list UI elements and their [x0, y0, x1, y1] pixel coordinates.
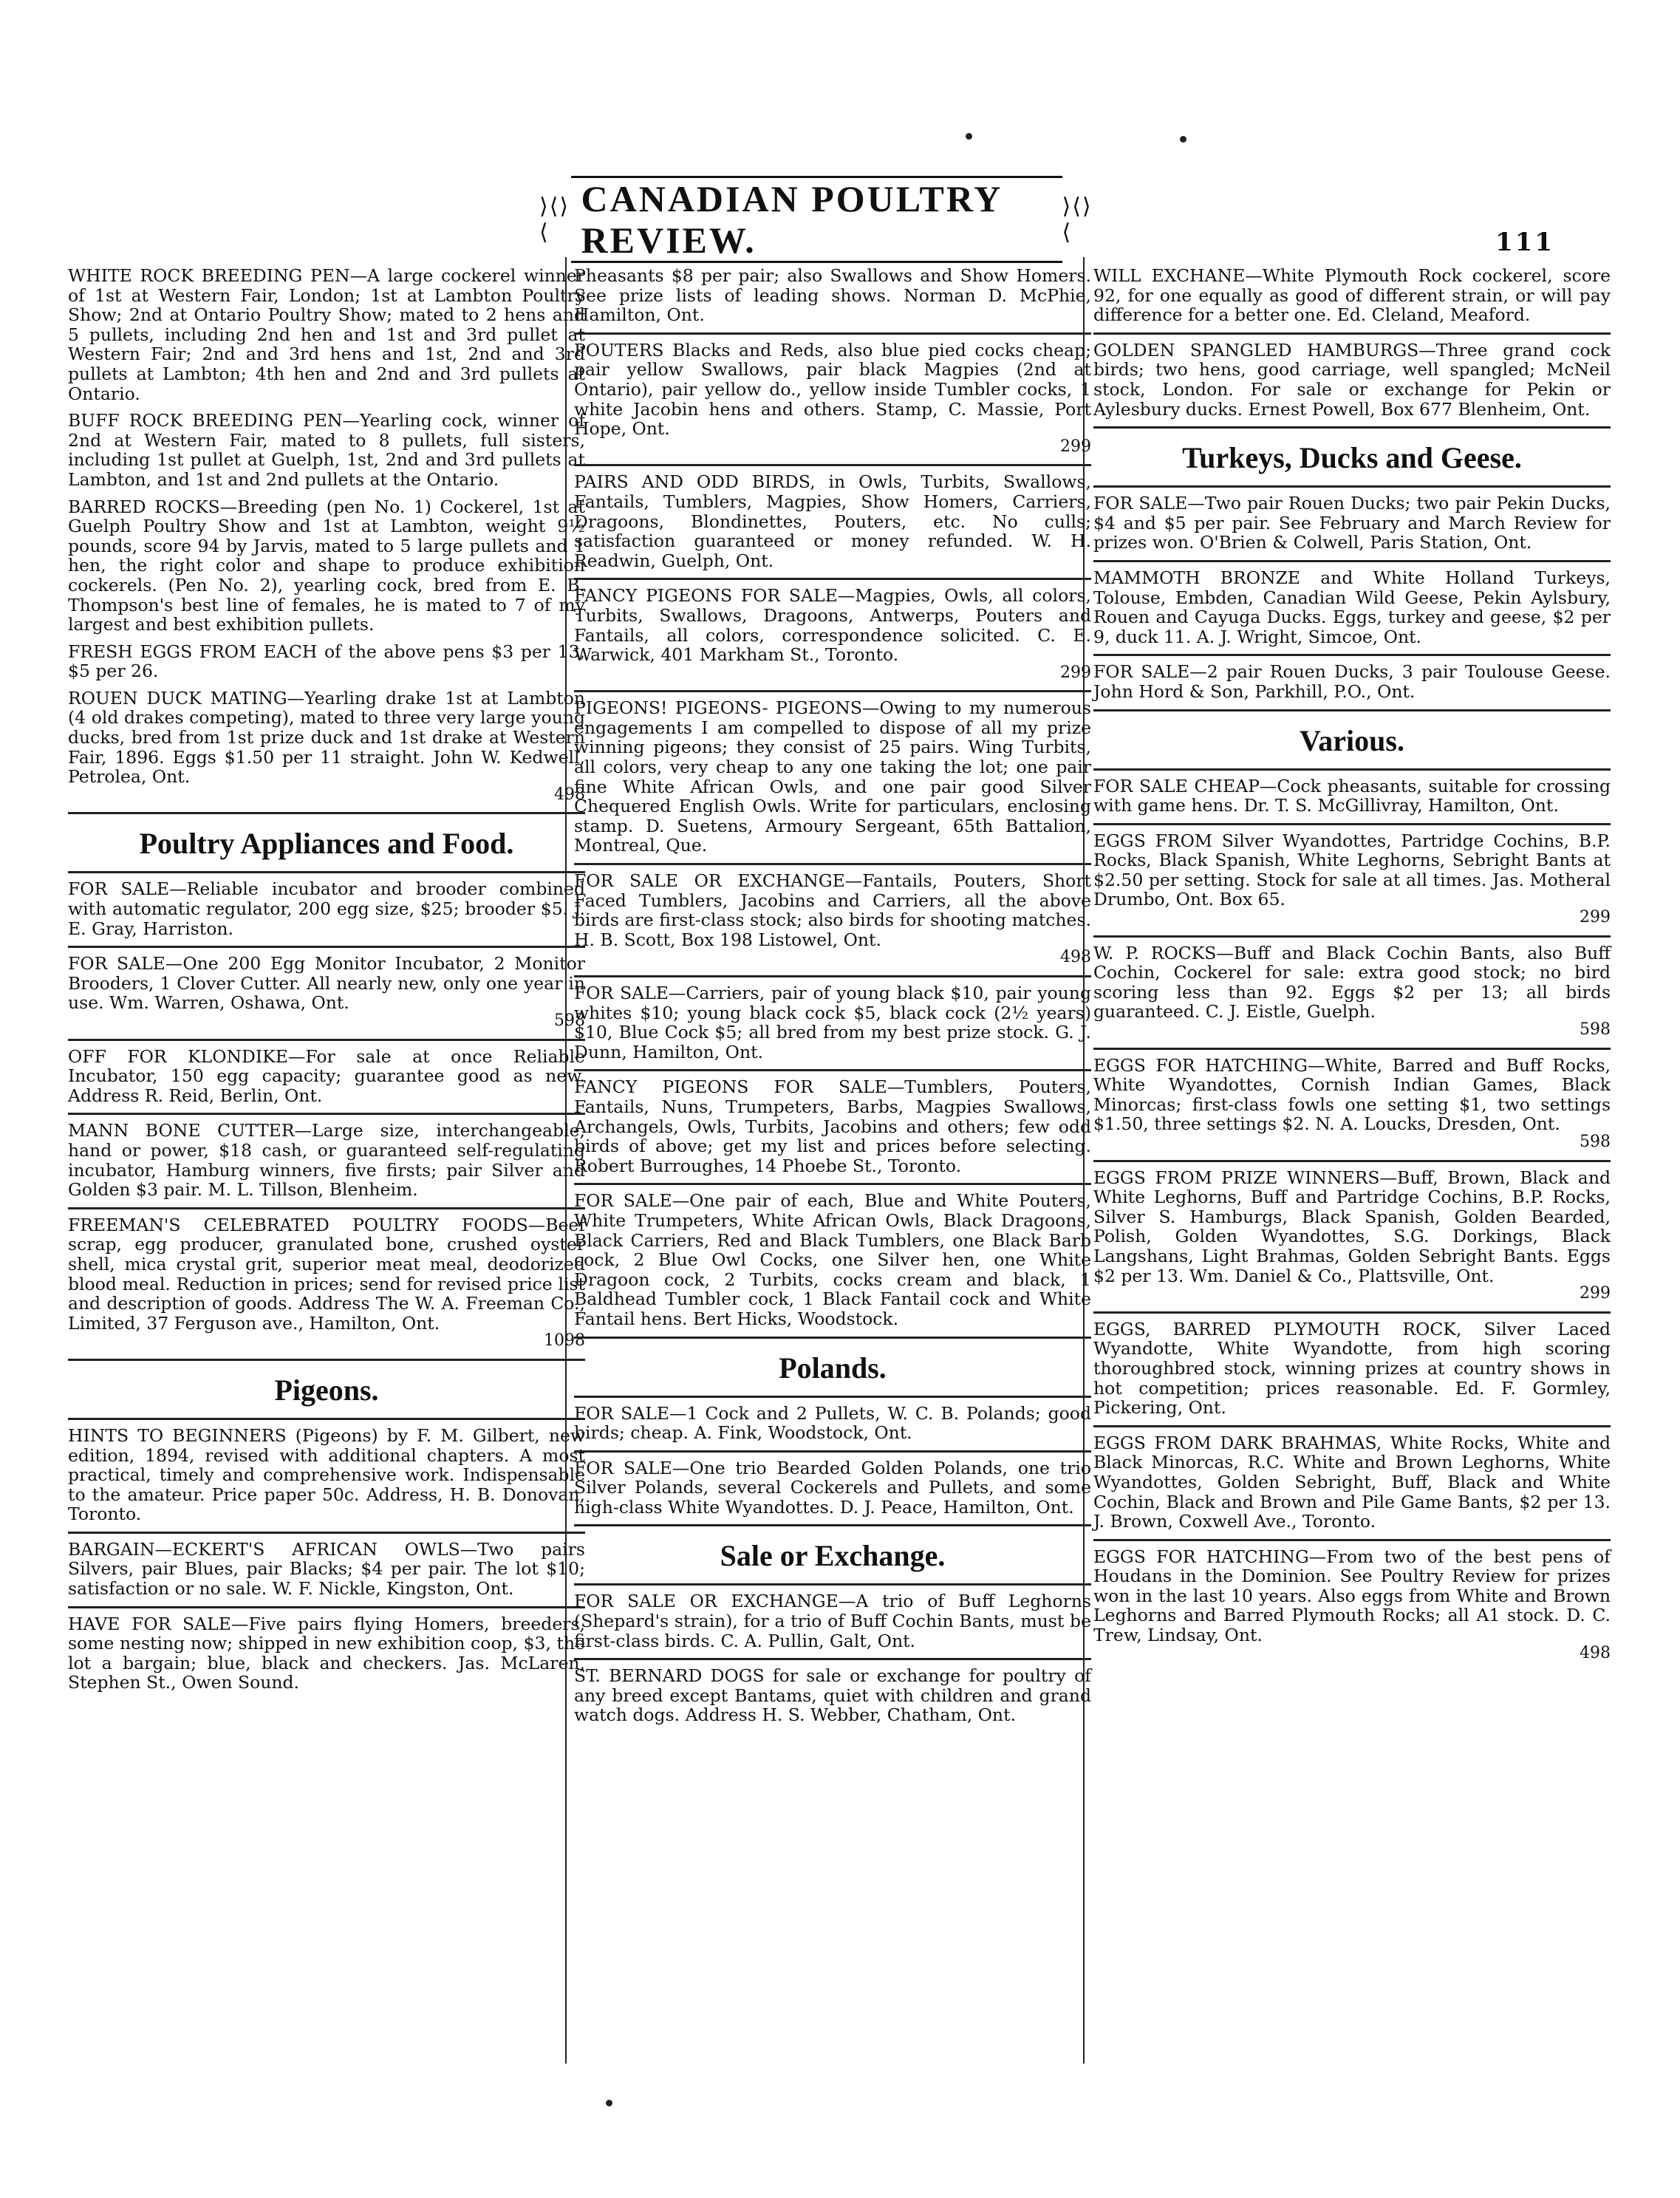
- ad-text: FOR SALE—Reliable incubator and brooder combined with automatic regulator, 200 egg size, $25; brooder $5. J. E. Gray, Harriston.: [68, 878, 585, 939]
- classified-ad: [68, 491, 585, 636]
- classified-ad: [68, 1041, 585, 1116]
- ad-text: FOR SALE—Carriers, pair of young black $10, pair young whites $10; young black cock $5, black cock (2½ years) $10, Blue Cock $5; all bred from my best prize stock. G. J. Dunn, Hamilton, Ont.: [574, 983, 1091, 1062]
- classified-ad: [1093, 260, 1611, 335]
- classified-ad: [1093, 1541, 1611, 1665]
- ad-text: EGGS FOR HATCHING—From two of the best pens of Houdans in the Dominion. See Poultry Review for prizes won in the last 10 years. Also eggs from White and Brown Leghorns and Barred Plymouth Rocks; all A1 stock. D. C. Trew, Lindsay, Ont.: [1093, 1546, 1611, 1646]
- classified-ad: [574, 1586, 1091, 1660]
- classified-ad: [574, 335, 1091, 467]
- classified-ad: [574, 260, 1091, 335]
- ad-code: 598: [1580, 1133, 1611, 1151]
- ad-text: FOR SALE—2 pair Rouen Ducks, 3 pair Toulouse Geese. John Hord & Son, Parkhill, P.O., Ont.: [1093, 661, 1611, 702]
- ad-text: EGGS FOR HATCHING—White, Barred and Buff Rocks, White Wyandottes, Cornish Indian Games, Black Minorcas; first-class fowls one setting $1, two settings $1.50, three settings $2. N. A. Loucks, Dresden, Ont.: [1093, 1054, 1611, 1135]
- ad-text: EGGS FROM Silver Wyandottes, Partridge Cochins, B.P. Rocks, Black Spanish, White Leghorns, Sebright Bants at $2.50 per setting. Stock for sale at all times. Jas. Motheral Drumbo, Ont. Box 65.: [1093, 830, 1611, 910]
- section-heading: Polands.: [574, 1339, 1091, 1398]
- ad-code: 498: [1580, 1643, 1611, 1662]
- ad-code: 299: [1060, 663, 1091, 682]
- ad-text: OFF FOR KLONDIKE—For sale at once Reliable Incubator, 150 egg capacity; guarantee good as new. Address R. Reid, Berlin, Ont.: [68, 1045, 585, 1106]
- ad-text: HINTS TO BEGINNERS (Pigeons) by F. M. Gilbert, new edition, 1894, revised with additional chapters. A most practical, timely and comprehensive work. Indispensable to the amateur. Price paper 50c. Address, H. B. Donovan, Toronto.: [68, 1424, 585, 1525]
- classified-ad: [1093, 488, 1611, 562]
- ad-text: FOR SALE—One trio Bearded Golden Polands, one trio Silver Polands, several Cockerels and Pullets, and some high-class White Wyandottes. D. J. Peace, Hamilton, Ont.: [574, 1457, 1091, 1518]
- ad-text: FANCY PIGEONS FOR SALE—Magpies, Owls, all colors, Turbits, Swallows, Dragoons, Antwerps, Pouters and Fantails, all colors, correspondence solicited. C. E. Warwick, 401 Markham St., Toronto.: [574, 585, 1091, 666]
- ad-text: GOLDEN SPANGLED HAMBURGS—Three grand cock birds; two hens, good carriage, well spangled; McNeil stock, London. For sale or exchange for Pekin or Aylesbury ducks. Ernest Powell, Box 677 Blenheim, Ont.: [1093, 339, 1611, 420]
- ad-code: 299: [1580, 908, 1611, 927]
- classified-ad: [1093, 335, 1611, 429]
- classified-ad: [68, 1608, 585, 1694]
- ad-text: BARGAIN—ECKERT'S AFRICAN OWLS—Two pairs Silvers, pair Blues, pair Blacks; $4 per pair. The lot $10; satisfaction or no sale. W. F. Nickle, Kingston, Ont.: [68, 1538, 585, 1600]
- ad-code: 299: [1580, 1284, 1611, 1303]
- speck: [966, 133, 972, 140]
- ad-text: Pheasants $8 per pair; also Swallows and Show Homers. See prize lists of leading shows. Norman D. McPhie, Hamilton, Ont.: [574, 265, 1091, 326]
- classified-ad: [1093, 825, 1611, 938]
- ad-text: FOR SALE CHEAP—Cock pheasants, suitable for crossing with game hens. Dr. T. S. McGillivray, Hamilton, Ont.: [1093, 775, 1611, 816]
- section-heading: Various.: [1093, 711, 1611, 771]
- classified-ad: [574, 1071, 1091, 1185]
- section-heading: Sale or Exchange.: [574, 1526, 1091, 1586]
- classified-ad: [1093, 1314, 1611, 1427]
- classified-ad: [68, 1115, 585, 1209]
- classified-ad: [574, 1185, 1091, 1338]
- classified-ad: [1093, 656, 1611, 711]
- classified-ad: [574, 466, 1091, 580]
- classified-ad: [574, 692, 1091, 865]
- ad-text: PIGEONS! PIGEONS- PIGEONS—Owing to my numerous engagements I am compelled to dispose of all my prize winning pigeons; they consist of 25 pairs. Wing Turbits, all colors, very cheap to any one taking the lot; one pair fine White African Owls, and one pair good Silver Chequered English Owls. Write for particulars, enclosing stamp. D. Suetens, Armoury Sergeant, 65th Battalion, Montreal, Que.: [574, 697, 1091, 856]
- ad-text: WILL EXCHANE—White Plymouth Rock cockerel, score 92, for one equally as good of different strain, or will pay difference for a better one. Ed. Cleland, Meaford.: [1093, 265, 1611, 326]
- ad-text: FOR SALE—One pair of each, Blue and White Pouters, White Trumpeters, White African Owls, Black Dragoons, Black Carriers, Red and Black Tumblers, one Black Barb cock, 2 Blue Owl Cocks, one Silver hen, one White Dragoon cock, 2 Turbits, cocks cream and black, 1 Baldhead Tumbler cock, 1 Black Fantail cock and White Fantail hens. Bert Hicks, Woodstock.: [574, 1190, 1091, 1329]
- section-heading: Pigeons.: [68, 1361, 585, 1420]
- classified-ad: [68, 948, 585, 1040]
- ad-code: 498: [554, 785, 585, 804]
- classified-ad: [574, 1660, 1091, 1727]
- column-2: [574, 260, 1091, 1727]
- classified-ad: [574, 580, 1091, 692]
- ornament-left-icon: ⟩⟨⟩⟨: [539, 194, 570, 245]
- ad-text: FOR SALE—Two pair Rouen Ducks; two pair Pekin Ducks, $4 and $5 per pair. See February and March Review for prizes won. O'Brien & Colwell, Paris Station, Ont.: [1093, 493, 1611, 553]
- ad-text: FOR SALE—1 Cock and 2 Pullets, W. C. B. Polands; good birds; cheap. A. Fink, Woodstock, Ont.: [574, 1402, 1091, 1444]
- classified-ad: [68, 636, 585, 683]
- classified-ad: [68, 1534, 585, 1608]
- ad-text: FOR SALE OR EXCHANGE—Fantails, Pouters, Short Faced Tumblers, Jacobins and Carriers, all the above birds are first-class stock; also birds for shooting matches. H. B. Scott, Box 198 Listowel, Ont.: [574, 870, 1091, 950]
- ad-text: FOR SALE OR EXCHANGE—A trio of Buff Leghorns (Shepard's strain), for a trio of Buff Cochin Bants, must be first-class birds. C. A. Pullin, Galt, Ont.: [574, 1591, 1091, 1651]
- ad-text: POUTERS Blacks and Reds, also blue pied cocks cheap; pair yellow Swallows, pair black Magpies (2nd at Ontario), pair yellow do., yellow inside Tumbler cocks, 1 white Jacobin hens and others. Stamp, C. Massie, Port Hope, Ont.: [574, 339, 1091, 440]
- classified-ad: [1093, 938, 1611, 1050]
- ad-text: HAVE FOR SALE—Five pairs flying Homers, breeders, some nesting now; shipped in new exhibition coop, $3, the lot a bargain; blue, black and checkers. Jas. McLaren, Stephen St., Owen Sound.: [68, 1613, 585, 1693]
- classified-ad: [574, 1453, 1091, 1527]
- ad-text: MAMMOTH BRONZE and White Holland Turkeys, Tolouse, Embden, Canadian Wild Geese, Pekin Aylsbury, Rouen and Cayuga Ducks. Eggs, turkey and geese, $2 per 9, duck 11. A. J. Wright, Simcoe, Ont.: [1093, 567, 1611, 647]
- ad-code: 598: [1580, 1020, 1611, 1040]
- ad-text: PAIRS AND ODD BIRDS, in Owls, Turbits, Swallows, Fantails, Tumblers, Magpies, Show Homers, Carriers, Dragoons, Blondinettes, Pouters, etc. No culls; satisfaction guaranteed or money refunded. W. H. Readwin, Guelph, Ont.: [574, 471, 1091, 571]
- classified-ad: [1093, 1050, 1611, 1162]
- section-heading: Poultry Appliances and Food.: [68, 814, 585, 873]
- classified-ad: [574, 865, 1091, 977]
- classified-ad: [574, 977, 1091, 1071]
- publication-title: CANADIAN POULTRY REVIEW.: [571, 176, 1062, 263]
- ad-text: FREEMAN'S CELEBRATED POULTRY FOODS—Beef scrap, egg producer, granulated bone, crushed oyster shell, mica crystal grit, superior meat meal, deodorized blood meal. Reduction in prices; send for revised price list and description of goods. Address The W. A. Freeman Co., Limited, 37 Ferguson ave., Hamilton, Ont.: [68, 1214, 585, 1334]
- classified-ad: [1093, 771, 1611, 825]
- ad-text: FOR SALE—One 200 Egg Monitor Incubator, 2 Monitor Brooders, 1 Clover Cutter. All nearly new, only one year in use. Wm. Warren, Oshawa, Ont.: [68, 953, 585, 1014]
- ad-code: 498: [1060, 948, 1091, 967]
- ad-code: 299: [1060, 437, 1091, 456]
- ad-text: W. P. ROCKS—Buff and Black Cochin Bants, also Buff Cochin, Cockerel for sale: extra good stock; no bird scoring less than 92. Eggs $2 per 13; all birds guaranteed. C. J. Eistle, Guelph.: [1093, 942, 1611, 1023]
- ad-code: 1098: [544, 1331, 585, 1351]
- column-1: [68, 260, 585, 1694]
- classified-ad: [68, 1420, 585, 1534]
- ad-code: 598: [554, 1011, 585, 1030]
- classified-ad: [1093, 1427, 1611, 1541]
- speck: [1180, 136, 1186, 143]
- ad-text: ST. BERNARD DOGS for sale or exchange for poultry of any breed except Bantams, quiet with children and grand watch dogs. Address H. S. Webber, Chatham, Ont.: [574, 1665, 1091, 1726]
- ornament-right-icon: ⟩⟨⟩⟨: [1062, 194, 1093, 245]
- ad-text: FRESH EGGS FROM EACH of the above pens $3 per 13, $5 per 26.: [68, 641, 585, 682]
- masthead: [539, 178, 1093, 261]
- classified-ad: [1093, 1162, 1611, 1314]
- classified-ad: [574, 1398, 1091, 1453]
- classified-ad: [68, 405, 585, 491]
- page-number: 111: [1495, 228, 1554, 257]
- ad-text: MANN BONE CUTTER—Large size, interchangeable, hand or power, $18 cash, or guaranteed self-regulating incubator, Hamburg winners, five firsts; pair Silver and Golden $3 pair. M. L. Tillson, Blenheim.: [68, 1120, 585, 1201]
- classified-ad: [68, 683, 585, 815]
- ad-text: FANCY PIGEONS FOR SALE—Tumblers, Pouters, Fantails, Nuns, Trumpeters, Barbs, Magpies Swallows, Archangels, Owls, Turbits, Jacobins and others; few odd birds of above; get my list and prices before selecting. Robert Burroughes, 14 Phoebe St., Toronto.: [574, 1076, 1091, 1176]
- classified-ad: [68, 260, 585, 405]
- classified-ad: [1093, 562, 1611, 656]
- classified-ad: [68, 873, 585, 948]
- column-3: [1093, 260, 1611, 1665]
- ad-text: ROUEN DUCK MATING—Yearling drake 1st at Lambton (4 old drakes competing), mated to three very large young ducks, bred from 1st prize duck and 1st drake at Western Fair, 1896. Eggs $1.50 per 11 straight. John W. Kedwell, Petrolea, Ont.: [68, 687, 585, 788]
- speck: [606, 2100, 612, 2106]
- section-heading: Turkeys, Ducks and Geese.: [1093, 429, 1611, 488]
- ad-text: EGGS FROM PRIZE WINNERS—Buff, Brown, Black and White Leghorns, Buff and Partridge Cochins, B.P. Rocks, Silver S. Hamburgs, Black Spanish, Golden Bearded, Polish, Golden Wyandottes, S.G. Dorkings, Black Langshans, Light Brahmas, Golden Sebright Bants. Eggs $2 per 13. Wm. Daniel & Co., Plattsville, Ont.: [1093, 1167, 1611, 1286]
- ad-text: BARRED ROCKS—Breeding (pen No. 1) Cockerel, 1st at Guelph Poultry Show and 1st at Lambton, weight 9½ pounds, score 94 by Jarvis, mated to 5 large pullets and 1 hen, the right color and shape to produce exhibition cockerels. (Pen No. 2), yearling cock, bred from E. B. Thompson's best line of females, he is mated to 7 of my largest and best exhibition pullets.: [68, 496, 585, 635]
- ad-text: WHITE ROCK BREEDING PEN—A large cockerel winner of 1st at Western Fair, London; 1st at Lambton Poultry Show; 2nd at Ontario Poultry Show; mated to 2 hens and 5 pullets, including 2nd hen and 1st and 3rd pullet at Western Fair; 2nd and 3rd hens and 1st, 2nd and 3rd pullets at Lambton; 4th hen and 2nd and 3rd pullets at Ontario.: [68, 265, 585, 404]
- ad-text: EGGS FROM DARK BRAHMAS, White Rocks, White and Black Minorcas, R.C. White and Brown Leghorns, White Wyandottes, Golden Sebright, Buff, Black and White Cochin, Black and Brown and Pile Game Bants, $2 per 13. J. Brown, Coxwell Ave., Toronto.: [1093, 1432, 1611, 1532]
- classified-ad: [68, 1209, 585, 1361]
- ad-text: EGGS, BARRED PLYMOUTH ROCK, Silver Laced Wyandotte, White Wyandotte, from high scoring thoroughbred stock, winning prizes at country shows in hot competition; prices reasonable. Ed. F. Gormley, Pickering, Ont.: [1093, 1318, 1611, 1419]
- ad-text: BUFF ROCK BREEDING PEN—Yearling cock, winner of 2nd at Western Fair, mated to 8 pullets, full sisters, including 1st pullet at Guelph, 1st, 2nd and 3rd pullets at Lambton, and 1st and 2nd pullets at the Ontario.: [68, 410, 585, 490]
